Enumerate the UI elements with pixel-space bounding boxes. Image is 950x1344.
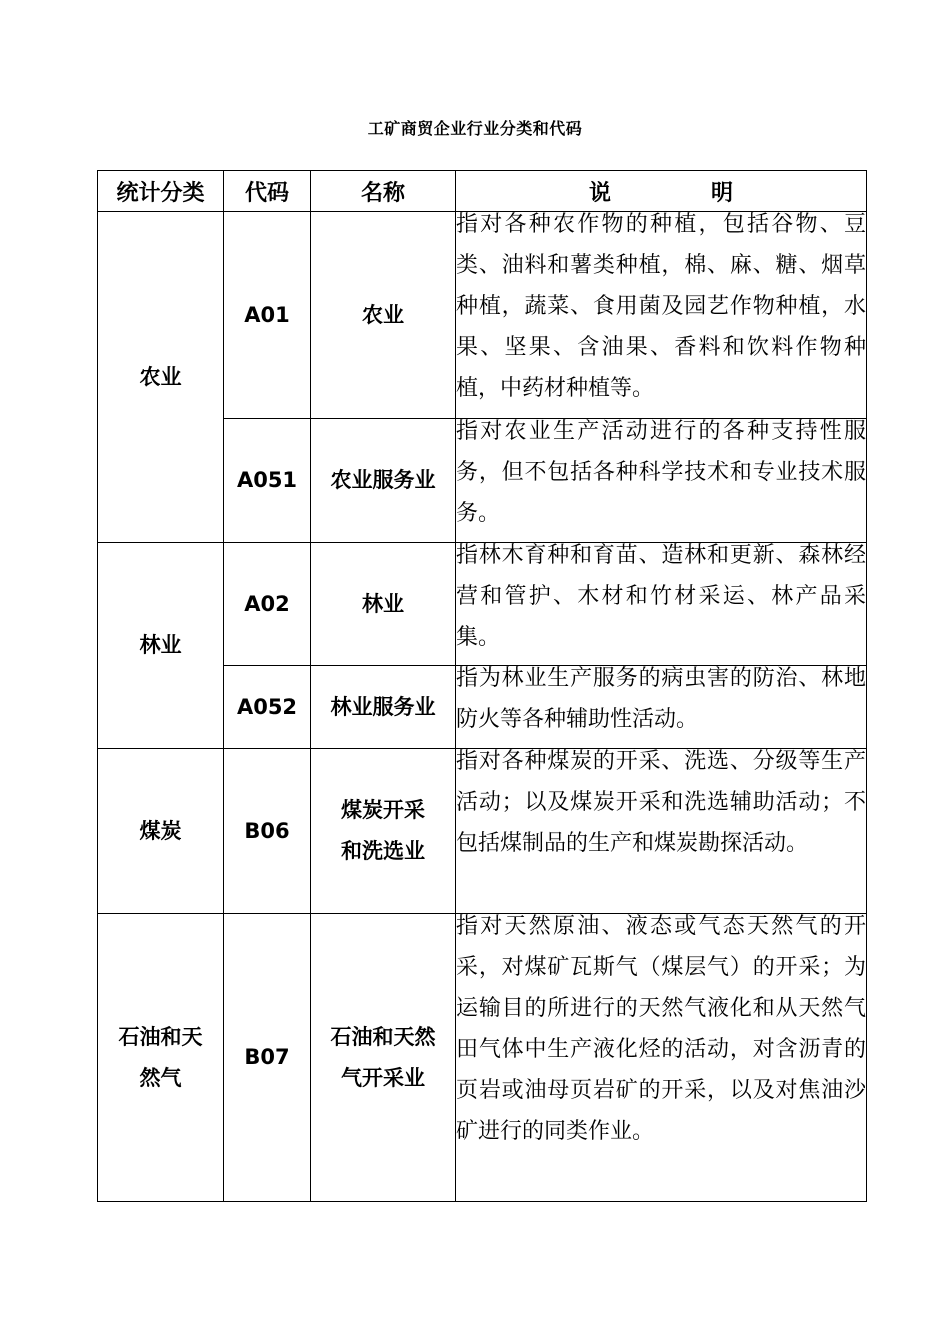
description-cell (456, 749, 867, 914)
category-cell: 煤炭 (98, 749, 224, 914)
description-cell (456, 419, 867, 543)
code-cell: A051 (224, 419, 311, 543)
code-cell: A02 (224, 543, 311, 666)
description-text: 指对农业生产活动进行的各种支持性服务，但不包括各种科学技术和专业技术服务。 (456, 419, 866, 526)
header-name: 名称 (311, 171, 456, 212)
header-category: 统计分类 (98, 171, 224, 212)
description-cell (456, 212, 867, 419)
code-cell: A01 (224, 212, 311, 419)
description-cell (456, 543, 867, 666)
name-line-1: 煤炭开采 (341, 798, 425, 822)
name-cell (311, 749, 456, 914)
description-text: 指林木育种和育苗、造林和更新、森林经营和管护、木材和竹材采运、林产品采集。 (456, 543, 866, 650)
category-line-2: 然气 (139, 1065, 182, 1090)
category-cell: 林业 (98, 543, 224, 749)
name-line-1: 石油和天然 (330, 1024, 436, 1049)
category-cell: 农业 (98, 212, 224, 543)
name-line-2: 气开采业 (341, 1065, 425, 1090)
category-line-1: 石油和天 (118, 1024, 203, 1049)
header-code: 代码 (224, 171, 311, 212)
description-text: 指为林业生产服务的病虫害的防治、林地防火等各种辅助性活动。 (456, 666, 866, 732)
description-cell (456, 666, 867, 749)
code-cell: B06 (224, 749, 311, 914)
table-row (98, 212, 867, 419)
name-cell: 农业服务业 (311, 419, 456, 543)
code-cell: B07 (224, 914, 311, 1202)
name-cell: 林业服务业 (311, 666, 456, 749)
page-title: 工矿商贸企业行业分类和代码 (367, 119, 583, 138)
table-row (98, 543, 867, 666)
name-line-2: 和洗选业 (341, 839, 425, 863)
industry-classification-table (97, 170, 867, 1202)
name-cell: 林业 (311, 543, 456, 666)
description-text: 指对天然原油、液态或气态天然气的开采，对煤矿瓦斯气（煤层气）的开采；为运输目的所进行的天然气液化和从天然气田气体中生产液化烃的活动，对含沥青的页岩或油母页岩矿的开采，以及对焦油沙矿进行的同类作业。 (456, 914, 866, 1144)
header-description-part2: 明 (711, 180, 734, 206)
table-row (98, 914, 867, 1202)
header-description-part1: 说 (588, 180, 611, 206)
name-cell: 农业 (311, 212, 456, 419)
description-cell (456, 914, 867, 1202)
table-row (98, 749, 867, 914)
description-text: 指对各种煤炭的开采、洗选、分级等生产活动；以及煤炭开采和洗选辅助活动；不包括煤制品的生产和煤炭勘探活动。 (456, 749, 866, 856)
code-cell: A052 (224, 666, 311, 749)
category-cell (98, 914, 224, 1202)
description-text: 指对各种农作物的种植，包括谷物、豆类、油料和薯类种植，棉、麻、糖、烟草种植，蔬菜、食用菌及园艺作物种植，水果、坚果、含油果、香料和饮料作物种植，中药材种植等。 (456, 212, 866, 401)
name-cell (311, 914, 456, 1202)
